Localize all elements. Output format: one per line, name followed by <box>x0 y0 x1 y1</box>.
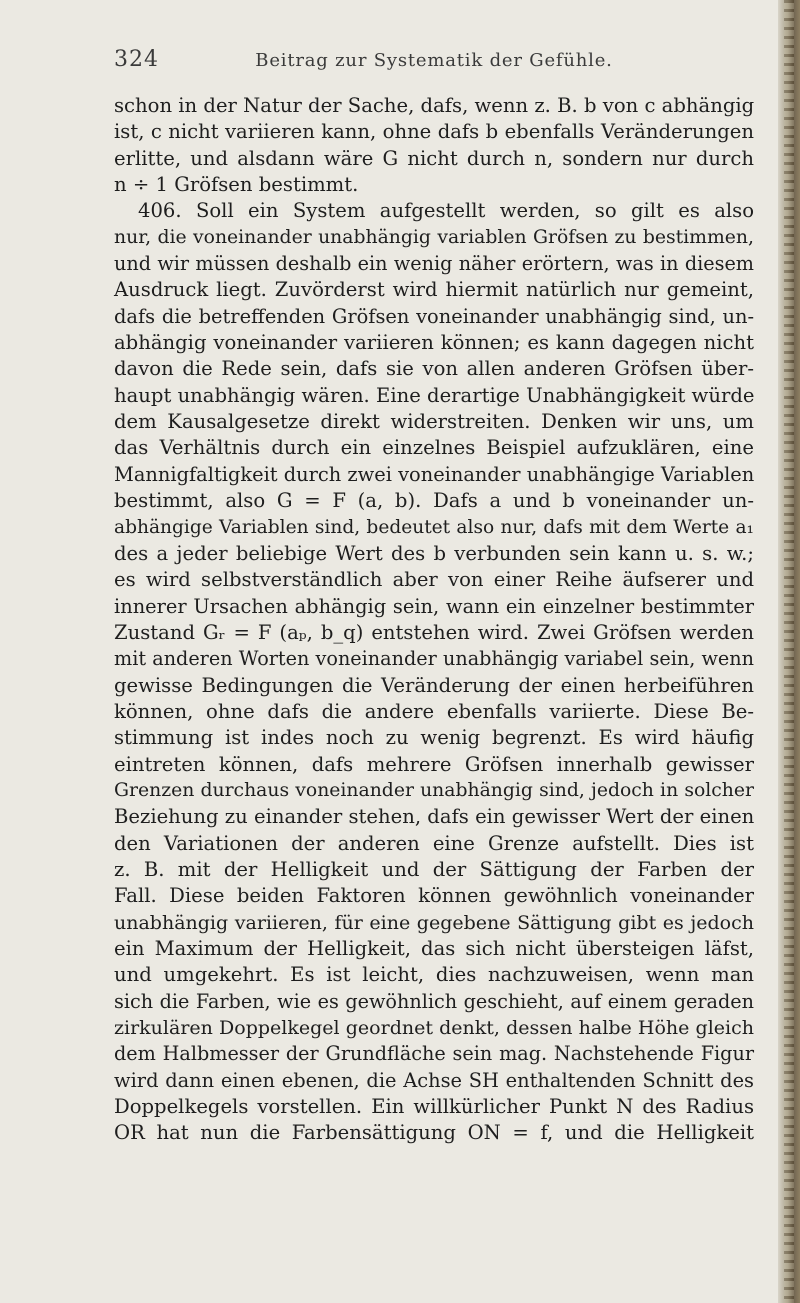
text-line: davon die Rede sein, dafs sie von allen anderen Gröfsen über- <box>114 357 754 381</box>
text-line: Grenzen durchaus voneinander unabhängig sind, jedoch in solcher <box>114 779 754 801</box>
text-line: stimmung ist indes noch zu wenig begrenzt. Es wird häufig <box>114 726 754 750</box>
text-line: haupt unabhängig wären. Eine derartige Unabhängigkeit würde <box>114 383 755 407</box>
text-line: es wird selbstverständlich aber von einer Reihe äufserer und <box>114 568 754 592</box>
text-line: dafs die betreffenden Gröfsen voneinander unabhängig sind, un- <box>114 304 754 328</box>
text-line: abhängig voneinander variieren können; es kann dagegen nicht <box>114 331 754 355</box>
text-line: n ÷ 1 Gröfsen bestimmt. <box>114 173 359 197</box>
text-line: sich die Farben, wie es gewöhnlich geschieht, auf einem geraden <box>114 989 754 1013</box>
text-line: Beziehung zu einander stehen, dafs ein gewisser Wert der einen <box>114 805 755 829</box>
text-line: eintreten können, dafs mehrere Gröfsen innerhalb gewisser <box>114 752 754 776</box>
text-line: und wir müssen deshalb ein wenig näher erörtern, was in diesem <box>114 252 754 276</box>
text-line: wird dann einen ebenen, die Achse SH enthaltenden Schnitt des <box>114 1068 754 1092</box>
text-line: dem Kausalgesetze direkt widerstreiten. Denken wir uns, um <box>114 410 754 434</box>
text-line: Doppelkegels vorstellen. Ein willkürlicher Punkt N des Radius <box>114 1095 754 1119</box>
text-line: unabhängig variieren, für eine gegebene Sättigung gibt es jedoch <box>114 911 754 934</box>
page-header <box>114 47 754 77</box>
text-line: können, ohne dafs die andere ebenfalls variierte. Diese Be- <box>114 699 754 723</box>
text-line: Ausdruck liegt. Zuvörderst wird hiermit natürlich nur gemeint, <box>114 278 754 302</box>
text-line: innerer Ursachen abhängig sein, wann ein einzelner bestimmter <box>114 594 754 618</box>
text-line: abhängige Variablen sind, bedeutet also nur, dafs mit dem Werte a₁ <box>114 516 754 538</box>
text-line: OR hat nun die Farbensättigung ON = f, und die Helligkeit <box>114 1121 754 1145</box>
text-line: schon in der Natur der Sache, dafs, wenn z. B. b von c abhängig <box>114 94 755 117</box>
text-line: gewisse Bedingungen die Veränderung der einen herbeiführen <box>114 673 754 697</box>
body-text <box>114 93 754 1147</box>
text-line: zirkulären Doppelkegel geordnet denkt, dessen halbe Höhe gleich <box>114 1017 754 1040</box>
text-line: mit anderen Worten voneinander unabhängig variabel sein, wenn <box>114 647 754 671</box>
text-line: z. B. mit der Helligkeit und der Sättigung der Farben der <box>114 857 754 881</box>
text-line: Mannigfaltigkeit durch zwei voneinander unabhängige Variablen <box>114 462 755 486</box>
text-line: erlitte, und alsdann wäre G nicht durch n, sondern nur durch <box>114 146 754 170</box>
text-line: den Variationen der anderen eine Grenze aufstellt. Dies ist <box>114 831 754 855</box>
text-line: Zustand Gᵣ = F (aₚ, b_q) entstehen wird. Zwei Gröfsen werden <box>114 620 754 644</box>
text-line: Fall. Diese beiden Faktoren können gewöhnlich voneinander <box>114 884 754 908</box>
text-line: das Verhältnis durch ein einzelnes Beispiel aufzuklären, eine <box>114 436 754 460</box>
book-spine-edge <box>778 0 800 1303</box>
text-line: nur, die voneinander unabhängig variablen Gröfsen zu bestimmen, <box>114 226 754 248</box>
text-line: und umgekehrt. Es ist leicht, dies nachzuweisen, wenn man <box>114 963 754 987</box>
text-line: ein Maximum der Helligkeit, das sich nicht übersteigen läfst, <box>114 937 754 960</box>
running-title: Beitrag zur Systematik der Gefühle. <box>255 50 613 71</box>
page-number: 324 <box>114 47 159 72</box>
text-line: dem Halbmesser der Grundfläche sein mag. Nachstehende Figur <box>114 1042 754 1066</box>
text-line: des a jeder beliebige Wert des b verbunden sein kann u. s. w.; <box>114 541 754 565</box>
text-line: ist, c nicht variieren kann, ohne dafs b ebenfalls Veränderungen <box>114 120 754 144</box>
text-line: bestimmt, also G = F (a, b). Dafs a und b voneinander un- <box>114 489 754 513</box>
text-line: 406. Soll ein System aufgestellt werden, so gilt es also <box>138 199 754 223</box>
